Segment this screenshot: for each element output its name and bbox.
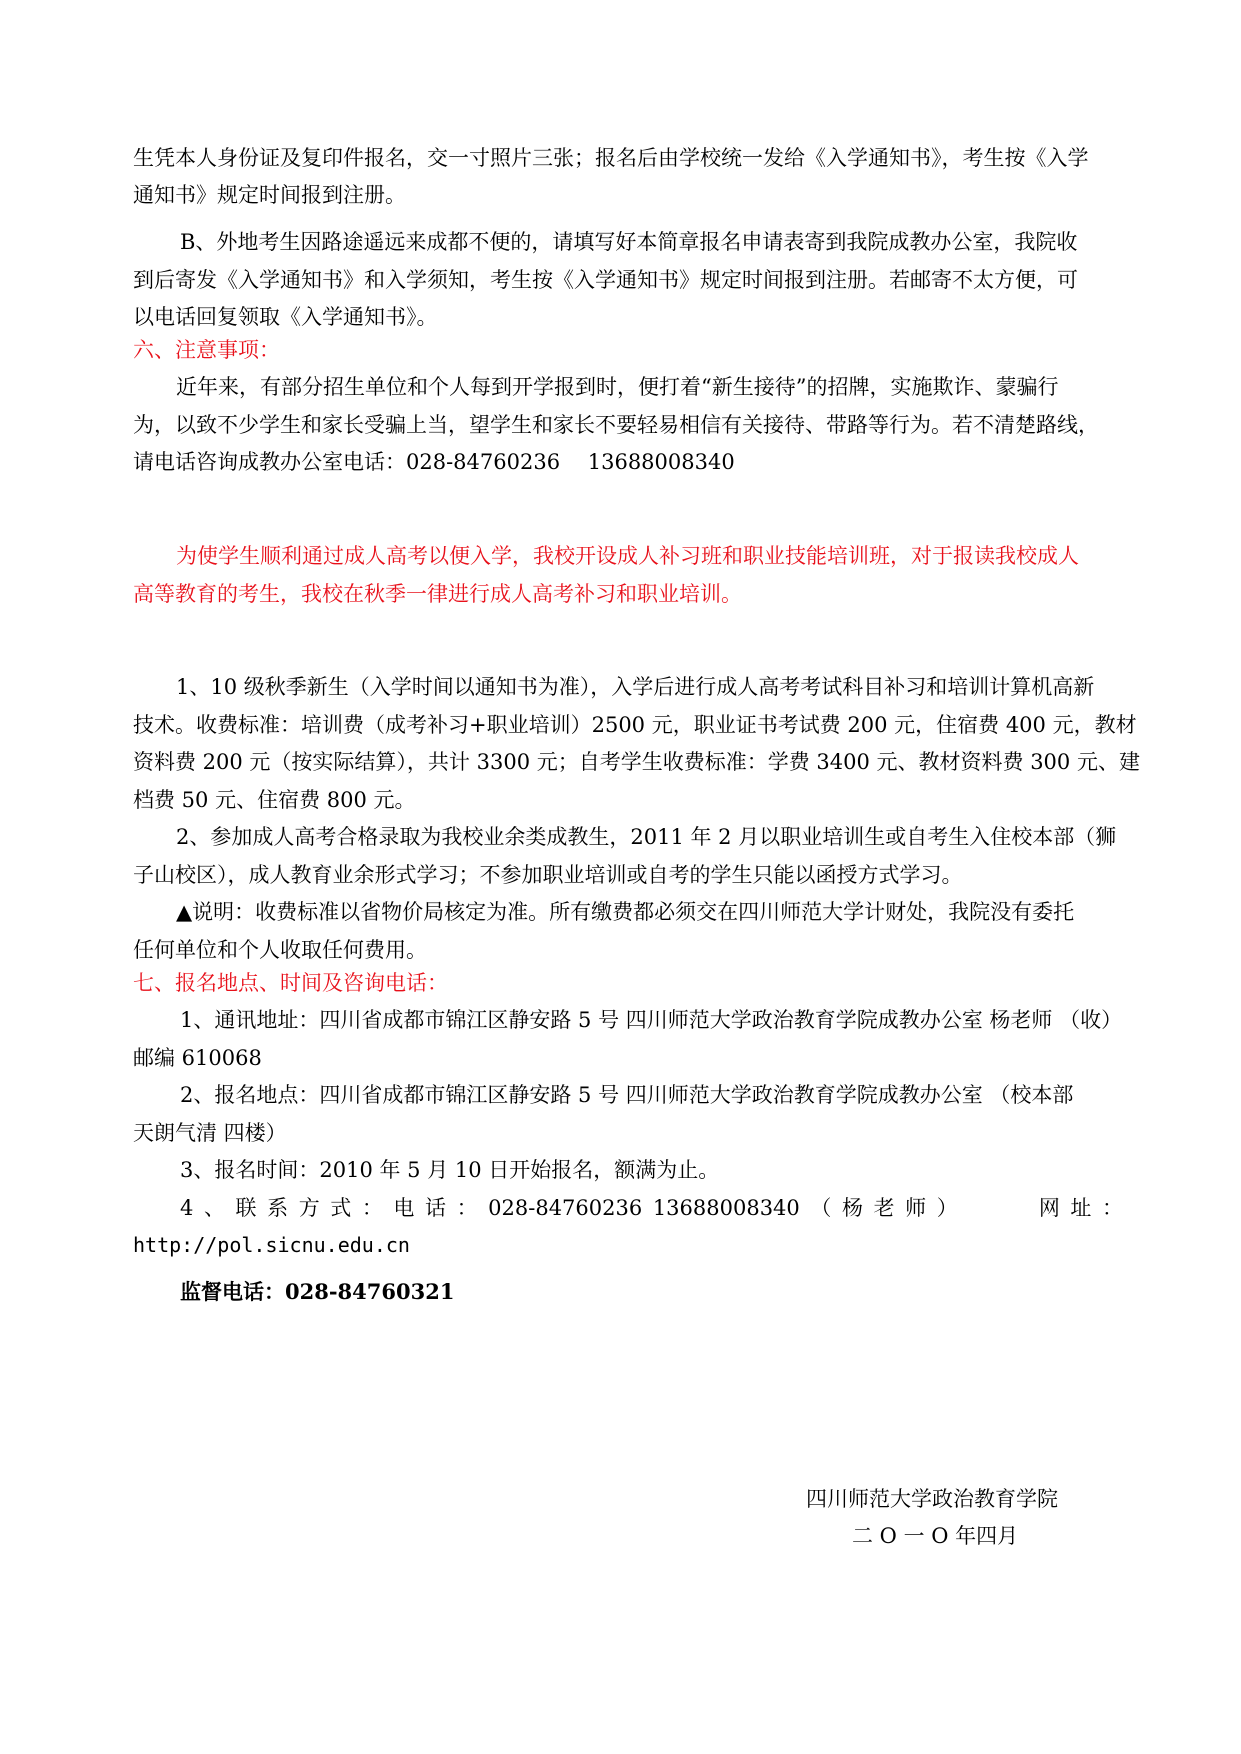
item-1-line-3: 资料费 200 元（按实际结算），共计 3300 元；自考学生收费标准：学费 3400 元、教材资料费 300 元、建 [133,750,1140,774]
contact-token: 老 [873,1196,895,1220]
section-6-heading: 六、注意事项： [133,338,280,362]
contact-token: 杨 [841,1196,863,1220]
contact-token: 电 [393,1196,415,1220]
signature-org: 四川师范大学政治教育学院 [806,1487,1058,1511]
contact-token: 系 [267,1196,289,1220]
website-link[interactable]: http://pol.sicnu.edu.cn [133,1233,410,1257]
contact-token: ： [1102,1196,1123,1220]
para-b-line-1: B、外地考生因路途遥远来成都不便的，请填写好本简章报名申请表寄到我院成教办公室，我院收 [180,230,1078,254]
note-line-1: ▲说明：收费标准以省物价局核定为准。所有缴费都必须交在四川师范大学计财处，我院没有委托 [176,900,1075,924]
item-2-line-2: 子山校区），成人教育业余形式学习；不参加职业培训或自考的学生只能以函授方式学习。 [133,863,963,887]
contact-token: ： [456,1196,478,1220]
item-1-line-4: 档费 50 元、住宿费 800 元。 [133,788,416,812]
section-6-line-2: 为，以致不少学生和家长受骗上当，望学生和家长不要轻易相信有关接待、带路等行为。若不清楚路线， [133,413,1099,437]
notice-line-2: 高等教育的考生，我校在秋季一律进行成人高考补习和职业培训。 [133,582,742,606]
item-1-line-2: 技术。收费标准：培训费（成考补习+职业培训）2500 元，职业证书考试费 200 元，住宿费 400 元，教材 [133,713,1137,737]
contact-token: 、 [203,1196,225,1220]
section-7-heading: 七、报名地点、时间及咨询电话： [133,971,448,995]
contact-phone-2: 13688008340 [652,1196,800,1220]
contact-token: 4 [180,1196,194,1220]
para-b-line-3: 以电话回复领取《入学通知书》。 [133,305,438,329]
contact-token: 式 [330,1196,352,1220]
place-line-1: 2、报名地点：四川省成都市锦江区静安路 5 号 四川师范大学政治教育学院成教办公室 （校本部 [180,1083,1074,1107]
contact-token: 师 [905,1196,927,1220]
time-line: 3、报名时间：2010 年 5 月 10 日开始报名，额满为止。 [180,1158,720,1182]
contact-token: 址 [1070,1196,1092,1220]
supervise-phone: 监督电话：028-84760321 [180,1279,455,1304]
para-a-line-2: 通知书》规定时间报到注册。 [133,183,406,207]
signature-date: 二 O 一 O 年四月 [852,1524,1019,1548]
contact-line [180,1193,1123,1223]
item-2-line-1: 2、参加成人高考合格录取为我校业余类成教生，2011 年 2 月以职业培训生或自考生入住校本部（狮 [176,825,1117,849]
contact-token: 网 [1038,1196,1060,1220]
address-line-1: 1、通讯地址：四川省成都市锦江区静安路 5 号 四川师范大学政治教育学院成教办公室 杨老师 （收） [180,1008,1123,1032]
contact-tokens [180,1193,1123,1223]
contact-token: 方 [298,1196,320,1220]
contact-phone-1: 028-84760236 [488,1196,643,1220]
notice-line-1: 为使学生顺利通过成人高考以便入学，我校开设成人补习班和职业技能培训班，对于报读我校成人 [176,544,1079,568]
para-a-line-1: 生凭本人身份证及复印件报名，交一寸照片三张；报名后由学校统一发给《入学通知书》，考生按《入学 [133,146,1089,170]
contact-token: （ [810,1196,832,1220]
section-6-line-1: 近年来，有部分招生单位和个人每到开学报到时，便打着“新生接待”的招牌，实施欺诈、蒙骗行 [176,375,1059,399]
contact-token: 联 [235,1196,257,1220]
contact-gap [968,1193,1028,1223]
address-line-2: 邮编 610068 [133,1046,262,1070]
para-b-line-2: 到后寄发《入学通知书》和入学须知，考生按《入学通知书》规定时间报到注册。若邮寄不太方便，可 [133,268,1078,292]
contact-token: 话 [425,1196,446,1220]
note-line-2: 任何单位和个人收取任何费用。 [133,938,427,962]
place-line-2: 天朗气清 四楼） [133,1121,287,1145]
contact-token: ） [936,1196,958,1220]
item-1-line-1: 1、10 级秋季新生（入学时间以通知书为准），入学后进行成人高考考试科目补习和培训计算机高新 [176,675,1095,699]
section-6-line-3: 请电话咨询成教办公室电话：028-84760236 13688008340 [133,450,735,474]
contact-token: ： [361,1196,383,1220]
